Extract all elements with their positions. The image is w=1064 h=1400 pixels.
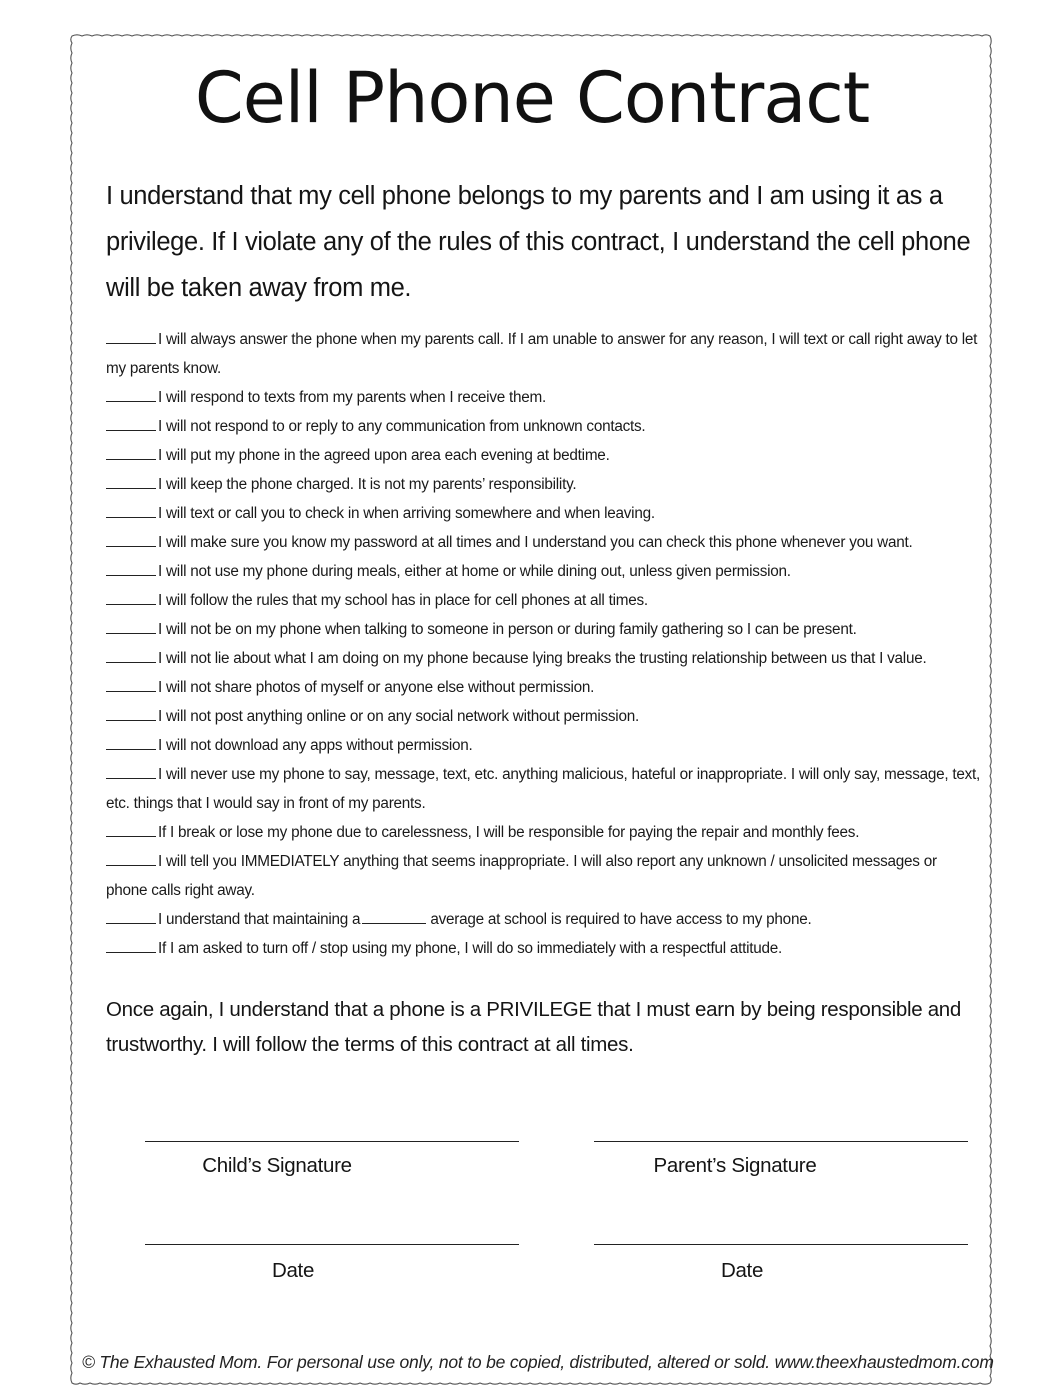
rule-text: I will follow the rules that my school has in place for cell phones at all times.	[158, 592, 648, 609]
rule-text: I will not lie about what I am doing on my phone because lying breaks the trusting relationship between us that I value.	[158, 650, 927, 667]
closing-paragraph: Once again, I understand that a phone is a PRIVILEGE that I must earn by being responsible and trustworthy. I will follow the terms of this contract at all times.	[106, 998, 961, 1056]
rule-item	[106, 760, 982, 818]
grade-average-blank[interactable]	[362, 908, 426, 924]
rule-text: I will not post anything online or on any social network without permission.	[158, 708, 639, 725]
initial-blank[interactable]	[106, 821, 156, 837]
rule-text: I will never use my phone to say, message, text, etc. anything malicious, hateful or inappropriate. I will only say, message, text, etc. things that I would say in front of my parents.	[106, 766, 981, 812]
rule-item	[106, 441, 982, 470]
copyright-footer: © The Exhausted Mom. For personal use only, not to be copied, distributed, altered or sold. www.theexhaustedmom.com	[82, 1352, 994, 1372]
rule-item	[106, 702, 982, 731]
rule-text: I will always answer the phone when my parents call. If I am unable to answer for any reason, I will text or call right away to let my parents know.	[106, 331, 978, 377]
initial-blank[interactable]	[106, 763, 156, 779]
child-signature-line[interactable]	[145, 1141, 519, 1142]
rule-item	[106, 412, 982, 441]
rule-text: I will tell you IMMEDIATELY anything that seems inappropriate. I will also report any unknown / unsolicited messages or phone calls right away.	[106, 853, 937, 899]
initial-blank[interactable]	[106, 734, 156, 750]
initial-blank[interactable]	[106, 850, 156, 866]
rule-text: I will put my phone in the agreed upon area each evening at bedtime.	[158, 447, 610, 464]
rule-text-after: average at school is required to have access to my phone.	[430, 911, 812, 928]
rule-text: I will not share photos of myself or anyone else without permission.	[158, 679, 595, 696]
initial-blank[interactable]	[106, 676, 156, 692]
rule-item-grade	[106, 905, 982, 934]
initial-blank[interactable]	[106, 908, 156, 924]
intro-paragraph: I understand that my cell phone belongs to my parents and I am using it as a privilege. If I violate any of the rules of this contract, I understand the cell phone will be taken away from me.	[106, 182, 971, 302]
initial-blank[interactable]	[106, 937, 156, 953]
rule-item	[106, 847, 982, 905]
initial-blank[interactable]	[106, 386, 156, 402]
initial-blank[interactable]	[106, 473, 156, 489]
rule-item	[106, 731, 982, 760]
child-signature-label: Child’s Signature	[202, 1154, 352, 1177]
rule-text: If I am asked to turn off / stop using my phone, I will do so immediately with a respectful attitude.	[158, 940, 783, 957]
rule-text: I will not download any apps without permission.	[158, 737, 473, 754]
initial-blank[interactable]	[106, 444, 156, 460]
initial-blank[interactable]	[106, 589, 156, 605]
child-date-line[interactable]	[145, 1244, 519, 1245]
initial-blank[interactable]	[106, 618, 156, 634]
rule-item	[106, 673, 982, 702]
rule-item	[106, 644, 982, 673]
parent-signature-line[interactable]	[594, 1141, 968, 1142]
rule-item	[106, 557, 982, 586]
initial-blank[interactable]	[106, 328, 156, 344]
rule-item	[106, 499, 982, 528]
rule-item	[106, 615, 982, 644]
rule-item	[106, 528, 982, 557]
initial-blank[interactable]	[106, 502, 156, 518]
rules-list	[106, 325, 982, 963]
initial-blank[interactable]	[106, 647, 156, 663]
rule-text: I will not be on my phone when talking to someone in person or during family gathering so I can be present.	[158, 621, 857, 638]
page-title: Cell Phone Contract	[194, 57, 870, 139]
rule-text: I will make sure you know my password at all times and I understand you can check this phone whenever you want.	[158, 534, 913, 551]
rule-text: I will text or call you to check in when arriving somewhere and when leaving.	[158, 505, 655, 522]
rule-text: I will keep the phone charged. It is not my parents’ responsibility.	[158, 476, 577, 493]
rule-text: I will not use my phone during meals, either at home or while dining out, unless given permission.	[158, 563, 791, 580]
parent-date-label: Date	[720, 1259, 764, 1282]
rule-text: I will not respond to or reply to any communication from unknown contacts.	[158, 418, 646, 435]
rule-text-before: I understand that maintaining a	[158, 911, 361, 928]
rule-text: If I break or lose my phone due to carelessness, I will be responsible for paying the repair and monthly fees.	[158, 824, 860, 841]
parent-signature-label: Parent’s Signature	[653, 1154, 817, 1177]
rule-item	[106, 470, 982, 499]
rule-item	[106, 934, 982, 963]
rule-item	[106, 325, 982, 383]
initial-blank[interactable]	[106, 531, 156, 547]
parent-date-line[interactable]	[594, 1244, 968, 1245]
initial-blank[interactable]	[106, 415, 156, 431]
rule-item	[106, 818, 982, 847]
rule-item	[106, 586, 982, 615]
rule-text: I will respond to texts from my parents when I receive them.	[158, 389, 546, 406]
child-date-label: Date	[271, 1259, 315, 1282]
initial-blank[interactable]	[106, 705, 156, 721]
rule-item	[106, 383, 982, 412]
initial-blank[interactable]	[106, 560, 156, 576]
